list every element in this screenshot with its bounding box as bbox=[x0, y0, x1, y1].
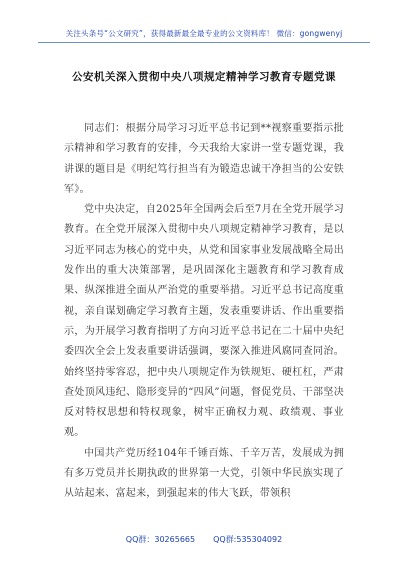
footer-qq-group-1: QQ群：30265665 bbox=[125, 535, 196, 544]
footer bbox=[0, 534, 408, 545]
document-title: 公安机关深入贯彻中央八项规定精神学习教育专题党课 bbox=[72, 71, 336, 83]
footer-qq-group-2: QQ群:535304092 bbox=[213, 535, 283, 544]
header-divider bbox=[38, 42, 370, 43]
paragraph-2: 党中央决定，自2025年全国两会后至7月在全党开展学习教育。在全党开展深入贯彻中央八项规定精神学习教育，是以习近平同志为核心的党中央，从党和国家事业发展战略全局出发作出的重大决策部署，是巩固深化主题教育和学习教育成果、纵深推进全面从严治党的重要举措。习近平总书记高度重视，亲自谋划确定学习教育主题，发表重要讲话、作出重要指示，为开展学习教育指明了方向习近平总书记在二十届中央纪委四次全会上发表重要讲话强调，要深入推进风腐同查同治。始终坚持零容忍，把中央八项规定作为铁规矩、硬杠杠，严肃查处顶风违纪、隐形变异的“四风”问题，督促党员、干部坚决反对特权思想和特权现象，树牢正确权力观、政绩观、事业观。 bbox=[64, 204, 344, 439]
paragraph-3: 中国共产党历经104年千锤百炼、千辛万苦，发展成为拥有多万党员并长期执政的世界第一大党，引领中华民族实现了从站起来、富起来，到强起来的伟大飞跃，带领积 bbox=[64, 447, 344, 500]
document-body bbox=[64, 119, 344, 505]
paragraph-1: 同志们：根据分局学习习近平总书记到**视察重要指示批示精神和学习教育的安排，今天我给大家讲一堂专题党课，我讲课的题目是《明纪笃行担当有为锻造忠诚干净担当的公安铁军》。 bbox=[64, 123, 344, 195]
header-banner: 关注头条号“公文研究”，获得最新最全最专业的公文资料库！ 微信：gongwenyj bbox=[65, 29, 343, 38]
